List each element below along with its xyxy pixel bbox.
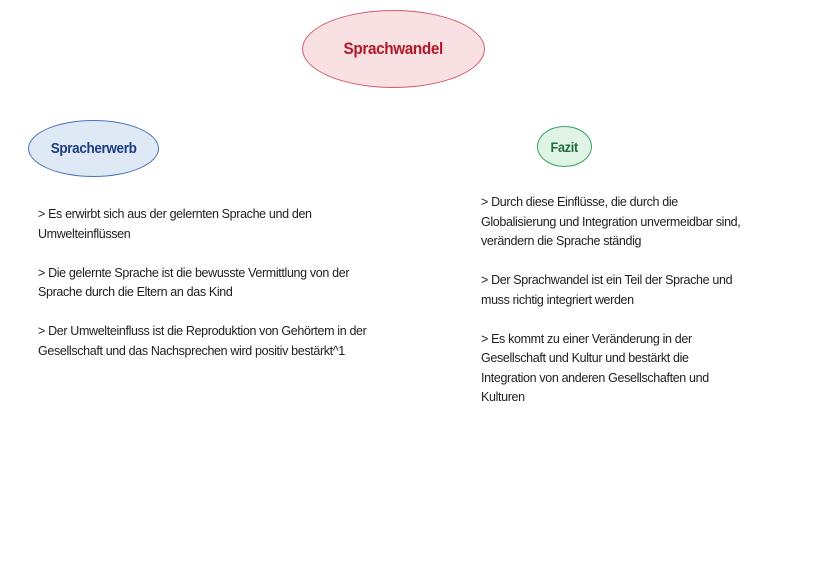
spracherwerb-notes	[38, 205, 378, 381]
fazit-note: > Es kommt zu einer Veränderung in der Gesellschaft und Kultur und bestärkt die Integration von anderen Gesellschaften und Kulturen	[481, 331, 709, 404]
spracherwerb-note: > Es erwirbt sich aus der gelernten Sprache und den Umwelteinflüssen	[38, 207, 312, 241]
title-label: Sprachwandel	[343, 39, 444, 58]
fazit-ellipse	[537, 126, 592, 167]
fazit-note: > Durch diese Einflüsse, die durch die Globalisierung und Integration unvermeidbar sind, verändern die Sprache ständig	[481, 195, 741, 248]
title-ellipse	[302, 10, 485, 88]
fazit-label: Fazit	[550, 138, 579, 155]
spracherwerb-note: > Der Umwelteinfluss ist die Reproduktion von Gehörtem in der Gesellschaft und das Nachsprechen wird positiv bestärkt^1	[38, 324, 367, 358]
fazit-note: > Der Sprachwandel ist ein Teil der Sprache und muss richtig integriert werden	[481, 273, 733, 307]
fazit-notes	[481, 193, 746, 427]
spracherwerb-label: Spracherwerb	[50, 140, 137, 157]
spracherwerb-note: > Die gelernte Sprache ist die bewusste Vermittlung von der Sprache durch die Eltern an das Kind	[38, 265, 350, 299]
spracherwerb-ellipse	[28, 120, 159, 177]
